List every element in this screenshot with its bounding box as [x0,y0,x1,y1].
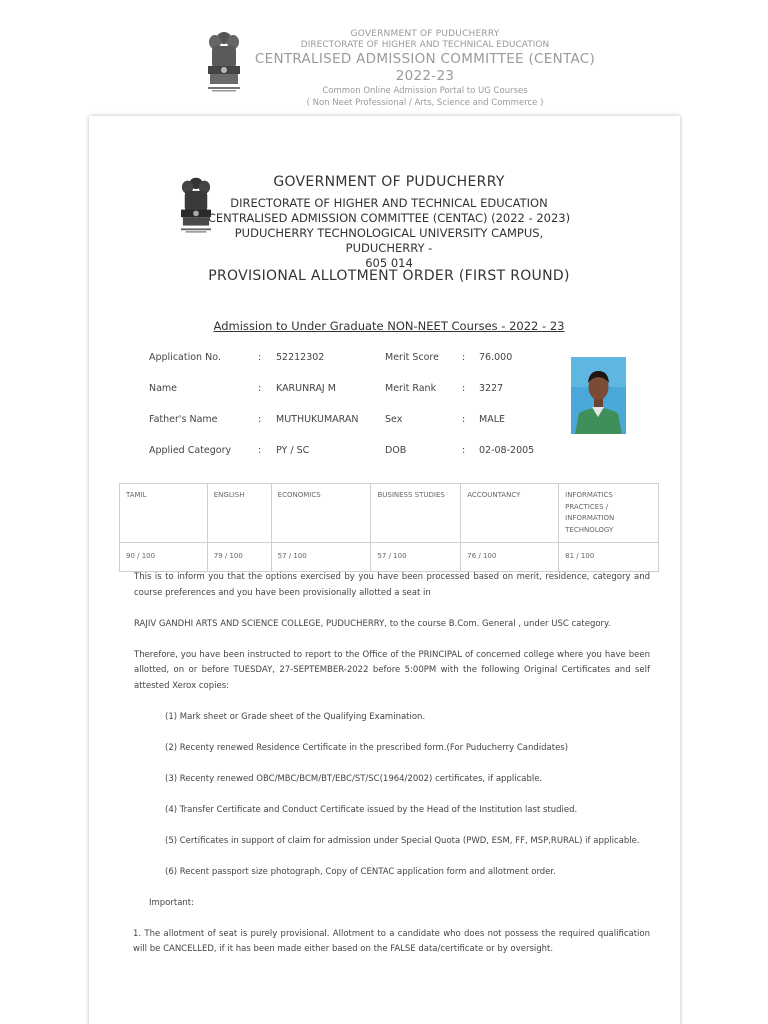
detail-label: Application No. [149,352,221,363]
detail-value: 52212302 [276,352,325,363]
mark-cell: 90 / 100 [120,543,208,572]
header-directorate: DIRECTORATE OF HIGHER AND TECHNICAL EDUCATION [300,40,550,50]
detail-separator: : [462,352,466,363]
certificate-item: (5) Certificates in support of claim for admission under Special Quota (PWD, ESM, FF, MSP,RURAL) if applicable. [165,835,640,846]
detail-label: Father's Name [149,414,218,425]
certificate-item: (2) Recenty renewed Residence Certificate in the prescribed form.(For Puducherry Candidates) [165,742,569,753]
mark-cell: 81 / 100 [559,543,659,572]
emblem-icon [204,28,244,94]
admission-subtitle: Admission to Under Graduate NON-NEET Courses - 2022 - 23 [213,319,565,333]
certificate-item: (4) Transfer Certificate and Conduct Certificate issued by the Head of the Institution last studied. [165,804,578,815]
marks-table [119,483,659,572]
important-note: 1. The allotment of seat is purely provisional. Allotment to a candidate who does not possess the required qualification will be CANCELLED, if it has been made either based on the FALSE data/certificate or by oversight. [133,928,650,954]
subject-header: BUSINESS STUDIES [371,484,461,543]
doc-directorate: DIRECTORATE OF HIGHER AND TECHNICAL EDUCATION [230,196,548,210]
detail-separator: : [462,414,466,425]
subject-header: INFORMATICS PRACTICES / INFORMATION TECHNOLOGY [559,484,659,543]
detail-value: PY / SC [276,445,310,456]
instruction-paragraph: Therefore, you have been instructed to report to the Office of the PRINCIPAL of concerned college where you have been allotted, on or before TUESDAY, 27-SEPTEMBER-2022 before 5:00PM with the following Original Certificates and self attested Xerox copies: [134,649,650,691]
document-header [199,172,579,271]
site-header [0,0,768,108]
header-gov: GOVERNMENT OF PUDUCHERRY [350,29,500,39]
mark-cell: 57 / 100 [271,543,371,572]
detail-label: Name [149,383,178,394]
doc-pincode: 605 014 [365,256,413,270]
mark-cell: 76 / 100 [461,543,559,572]
detail-value: MALE [479,414,505,425]
detail-separator: : [258,352,262,363]
detail-separator: : [462,445,466,456]
doc-campus: PUDUCHERRY TECHNOLOGICAL UNIVERSITY CAMPUS, PUDUCHERRY - [234,226,544,255]
mark-cell: 57 / 100 [371,543,461,572]
intro-paragraph: This is to inform you that the options exercised by you have been processed based on merit, residence, category and course preferences and you have been provisionally allotted a seat in [134,572,650,598]
doc-gov: GOVERNMENT OF PUDUCHERRY [273,174,505,190]
detail-label: Sex [385,414,403,425]
detail-value: 3227 [479,383,504,394]
detail-value: KARUNRAJ M [276,383,336,394]
detail-separator: : [258,414,262,425]
mark-cell: 79 / 100 [207,543,271,572]
table-header-row [120,484,659,543]
certificate-item: (1) Mark sheet or Grade sheet of the Qualifying Examination. [165,711,426,722]
header-centac: CENTRALISED ADMISSION COMMITTEE (CENTAC) 2022-23 [254,51,596,84]
doc-centac: CENTRALISED ADMISSION COMMITTEE (CENTAC) (2022 - 2023) [207,211,571,225]
document-title: PROVISIONAL ALLOTMENT ORDER (FIRST ROUND) [208,268,570,284]
candidate-photo [571,357,626,434]
detail-separator: : [258,383,262,394]
detail-value: 76.000 [479,352,513,363]
certificate-item: (6) Recent passport size photograph, Copy of CENTAC application form and allotment order. [165,866,556,877]
detail-value: MUTHUKUMARAN [276,414,359,425]
detail-label: Applied Category [149,445,232,456]
important-heading: Important: [149,897,195,908]
certificate-item: (3) Recenty renewed OBC/MBC/BCM/BT/EBC/ST/SC(1964/2002) certificates, if applicable. [165,773,543,784]
allotted-college: RAJIV GANDHI ARTS AND SCIENCE COLLEGE, PUDUCHERRY, to the course B.Com. General , under USC category. [134,618,611,629]
subject-header: TAMIL [120,484,208,543]
allotment-document [89,116,680,1024]
subject-header: ECONOMICS [271,484,371,543]
header-portal: Common Online Admission Portal to UG Courses [322,86,528,96]
detail-row [89,445,680,459]
detail-label: Merit Rank [385,383,437,394]
detail-separator: : [258,445,262,456]
detail-label: DOB [385,445,407,456]
table-row [120,543,659,572]
header-streams: ( Non Neet Professional / Arts, Science and Commerce ) [306,98,544,108]
detail-value: 02-08-2005 [479,445,535,456]
subject-header: ACCOUNTANCY [461,484,559,543]
subject-header: ENGLISH [207,484,271,543]
detail-label: Merit Score [385,352,439,363]
detail-separator: : [462,383,466,394]
letter-body [134,570,650,973]
